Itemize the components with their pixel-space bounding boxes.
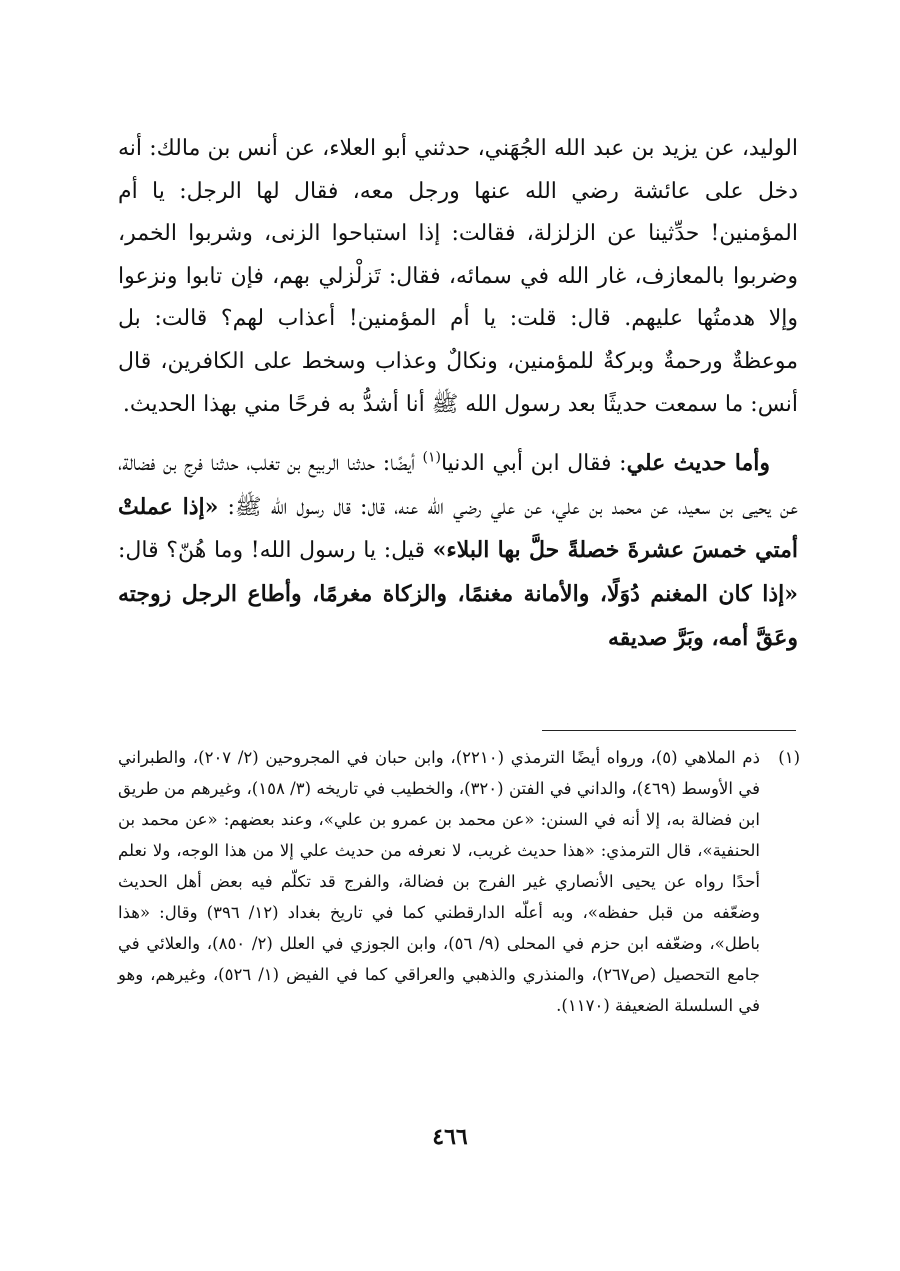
footnote — [118, 742, 800, 1021]
paragraph-2-intro: : فقال ابن أبي الدنيا — [440, 451, 627, 477]
main-text — [118, 128, 798, 660]
paragraph-2-part-2: قيل: يا رسول الله! وما هُنّ؟ قال: — [118, 538, 433, 564]
paragraph-2 — [118, 442, 798, 660]
page-number: ٤٦٦ — [432, 1124, 468, 1150]
hadith-quote-1: «إذا عملتْ أمتي خمسَ عشرةَ خصلةً حلَّ بها البلاء» — [118, 493, 798, 564]
footnote-divider — [542, 730, 796, 731]
hadith-quote-2: «إذا كان المغنم دُوَلًا، والأمانة مغنمًا، والزكاة مغرمًا، وأطاع الرجل زوجته وعَقَّ أمه، وبَرَّ صديقه — [118, 580, 798, 651]
footnote-text: ذم الملاهي (٥)، ورواه أيضًا الترمذي (٢٢١٠)، وابن حبان في المجروحين (٢/ ٢٠٧)، والطبراني في الأوسط (٤٦٩)، والداني في الفتن (٣٢٠)، والخطيب في تاريخه (٣/ ١٥٨)، وغيرهم من طريق ابن فضالة به، إلا أنه في السنن: «عن محمد بن عمرو بن علي»، وعند بعضهم: «عن محمد بن الحنفية»، قال الترمذي: «هذا حديث غريب، لا نعرفه من حديث علي إلا من هذا الوجه، ولا نعلم أحدًا رواه عن يحيى الأنصاري غير الفرج بن فضالة، والفرج قد تكلّم فيه بعض أهل الحديث وضعّفه من قبل حفظه»، وبه أعلّه الدارقطني كما في تاريخ بغداد (١٢/ ٣٩٦) وقال: «هذا باطل»، وضعّفه ابن حزم في المحلى (٩/ ٥٦)، وابن الجوزي في العلل (٢/ ٨٥٠)، والعلائي في جامع التحصيل (ص٢٦٧)، والمنذري والذهبي والعراقي كما في الفيض (١/ ٥٢٦)، وغيرهم، وهو في السلسلة الضعيفة (١١٧٠). — [118, 748, 760, 1015]
footnote-number: (١) — [778, 748, 800, 767]
paragraph-2-part-1: أيضًا: حدثنا الربيع بن تغلب، حدثنا فرج بن فضالة، عن يحيى بن سعيد، عن محمد بن علي، عن علي رضي الله عنه، قال: قال رسول الله ﷺ: — [118, 451, 798, 520]
section-heading: وأما حديث علي — [626, 450, 770, 477]
paragraph-1: الوليد، عن يزيد بن عبد الله الجُهَني، حدثني أبو العلاء، عن أنس بن مالك: أنه دخل على عائشة رضي الله عنها ورجل معه، فقال لها الرجل: يا أم المؤمنين! حدِّثينا عن الزلزلة، فقالت: إذا استباحوا الزنى، وشربوا الخمر، وضربوا بالمعازف، غار الله في سمائه، فقال: تَزلْزلي بهم، فإن تابوا ونزعوا وإلا هدمتُها عليهم. قال: قلت: يا أم المؤمنين! أعذاب لهم؟ قالت: بل موعظةٌ ورحمةٌ وبركةٌ للمؤمنين، ونكالٌ وعذاب وسخط على الكافرين، قال أنس: ما سمعت حديثًا بعد رسول الله ﷺ أنا أشدُّ به فرحًا مني بهذا الحديث. — [118, 136, 799, 417]
footnote-reference[interactable]: (١) — [422, 449, 441, 466]
